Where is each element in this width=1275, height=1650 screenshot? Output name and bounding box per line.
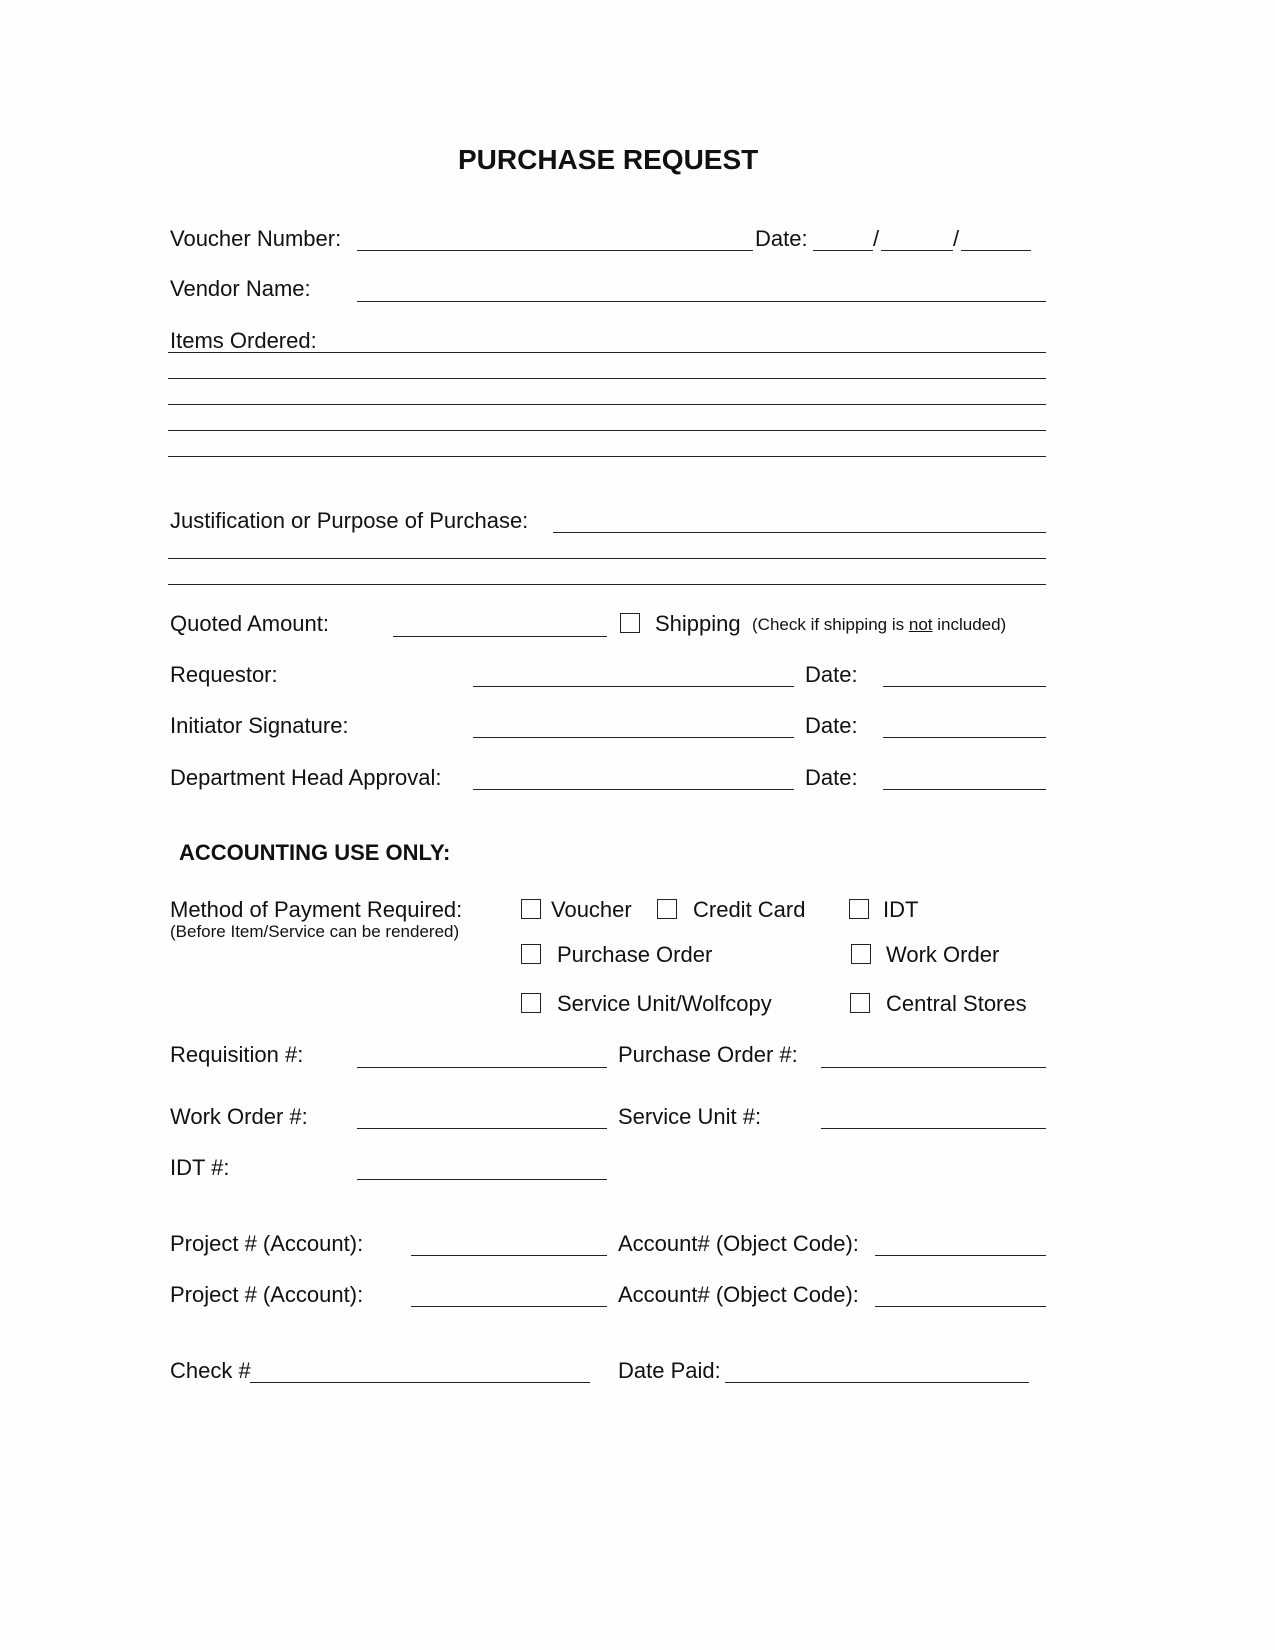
department-head-approval-label: Department Head Approval:	[170, 765, 442, 790]
department-head-approval-field[interactable]	[473, 789, 794, 790]
date-paid-label: Date Paid:	[618, 1358, 721, 1383]
date-month-field[interactable]	[813, 250, 873, 251]
accounting-heading: ACCOUNTING USE ONLY:	[179, 840, 451, 865]
items-ordered-line[interactable]	[168, 404, 1046, 405]
account-object-code-label: Account# (Object Code):	[618, 1231, 859, 1256]
purchase-order-number-field[interactable]	[821, 1067, 1046, 1068]
vendor-name-label: Vendor Name:	[170, 276, 311, 301]
initiator-signature-field[interactable]	[473, 737, 794, 738]
project-account-field[interactable]	[411, 1306, 607, 1307]
service-unit-number-label: Service Unit #:	[618, 1104, 762, 1129]
date-separator: /	[953, 226, 960, 251]
idt-checkbox[interactable]	[849, 899, 869, 919]
justification-line[interactable]	[168, 584, 1046, 585]
requestor-date-field[interactable]	[883, 686, 1046, 687]
items-ordered-line[interactable]	[168, 378, 1046, 379]
justification-line[interactable]	[168, 558, 1046, 559]
quoted-amount-field[interactable]	[393, 636, 607, 637]
idt-option-label: IDT	[883, 897, 919, 922]
credit-card-option-label: Credit Card	[693, 897, 806, 922]
quoted-amount-label: Quoted Amount:	[170, 611, 329, 636]
project-account-label: Project # (Account):	[170, 1231, 364, 1256]
account-object-code-field[interactable]	[875, 1255, 1046, 1256]
requisition-number-field[interactable]	[357, 1067, 607, 1068]
initiator-signature-label: Initiator Signature:	[170, 713, 349, 738]
initiator-date-label: Date:	[805, 713, 858, 738]
shipping-note-emphasis: not	[908, 615, 933, 634]
department-head-date-field[interactable]	[883, 789, 1046, 790]
department-head-date-label: Date:	[805, 765, 858, 790]
credit-card-checkbox[interactable]	[657, 899, 677, 919]
items-ordered-line[interactable]	[168, 456, 1046, 457]
idt-number-label: IDT #:	[170, 1155, 230, 1180]
voucher-checkbox[interactable]	[521, 899, 541, 919]
work-order-checkbox[interactable]	[851, 944, 871, 964]
voucher-option-label: Voucher	[551, 897, 632, 922]
requisition-number-label: Requisition #:	[170, 1042, 304, 1067]
service-unit-option-label: Service Unit/Wolfcopy	[557, 991, 772, 1016]
date-label: Date:	[755, 226, 808, 251]
items-ordered-line[interactable]	[168, 352, 1046, 353]
work-order-number-label: Work Order #:	[170, 1104, 308, 1129]
shipping-note	[752, 616, 1006, 633]
requestor-field[interactable]	[473, 686, 794, 687]
justification-label: Justification or Purpose of Purchase:	[170, 508, 529, 533]
requestor-label: Requestor:	[170, 662, 278, 687]
check-number-label: Check #	[170, 1358, 251, 1383]
central-stores-option-label: Central Stores	[886, 991, 1027, 1016]
voucher-number-field[interactable]	[357, 250, 753, 251]
account-object-code-label: Account# (Object Code):	[618, 1282, 859, 1307]
method-of-payment-note: (Before Item/Service can be rendered)	[170, 922, 460, 941]
work-order-number-field[interactable]	[357, 1128, 607, 1129]
purchase-order-option-label: Purchase Order	[557, 942, 713, 967]
date-year-field[interactable]	[961, 250, 1031, 251]
purchase-order-number-label: Purchase Order #:	[618, 1042, 798, 1067]
date-paid-field[interactable]	[725, 1382, 1029, 1383]
shipping-checkbox[interactable]	[620, 613, 640, 633]
service-unit-checkbox[interactable]	[521, 993, 541, 1013]
items-ordered-line[interactable]	[168, 430, 1046, 431]
form-title: PURCHASE REQUEST	[458, 144, 759, 175]
idt-number-field[interactable]	[357, 1179, 607, 1180]
voucher-number-label: Voucher Number:	[170, 226, 342, 251]
shipping-label: Shipping	[655, 611, 741, 636]
date-day-field[interactable]	[881, 250, 953, 251]
vendor-name-field[interactable]	[357, 301, 1046, 302]
check-number-field[interactable]	[250, 1382, 590, 1383]
shipping-note-start: (Check if shipping is	[752, 615, 905, 634]
items-ordered-label: Items Ordered:	[170, 328, 317, 353]
central-stores-checkbox[interactable]	[850, 993, 870, 1013]
requestor-date-label: Date:	[805, 662, 858, 687]
shipping-note-end: included)	[937, 615, 1007, 634]
project-account-label: Project # (Account):	[170, 1282, 364, 1307]
initiator-date-field[interactable]	[883, 737, 1046, 738]
work-order-option-label: Work Order	[886, 942, 1000, 967]
purchase-order-checkbox[interactable]	[521, 944, 541, 964]
account-object-code-field[interactable]	[875, 1306, 1046, 1307]
method-of-payment-label: Method of Payment Required:	[170, 897, 463, 922]
project-account-field[interactable]	[411, 1255, 607, 1256]
service-unit-number-field[interactable]	[821, 1128, 1046, 1129]
justification-field[interactable]	[553, 532, 1046, 533]
date-separator: /	[873, 226, 880, 251]
